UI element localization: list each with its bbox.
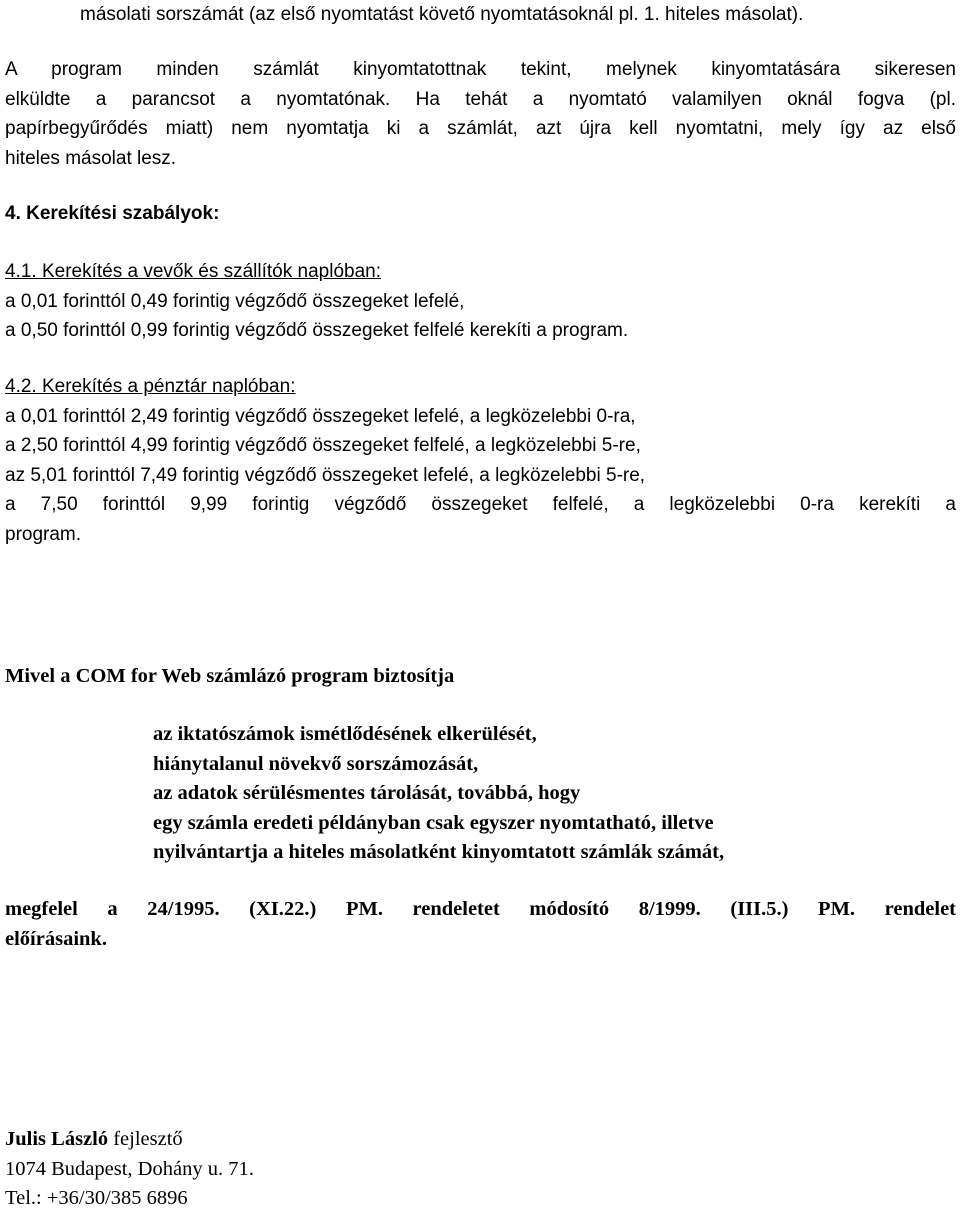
summary-lead bbox=[5, 662, 956, 692]
signature-name-line bbox=[5, 1125, 956, 1155]
summary-list bbox=[153, 720, 724, 868]
rounding-rule-line: a 7,50 forinttól 9,99 forintig végződő összegeket felfelé, a legközelebbi 0-ra kerekíti a bbox=[5, 494, 956, 515]
signature-block bbox=[5, 1125, 956, 1214]
signature-address: 1074 Budapest, Dohány u. 71. bbox=[5, 1157, 254, 1180]
intro-paragraph bbox=[5, 55, 956, 173]
summary-list-item: nyilvántartja a hiteles másolatként kinyomtatott számlák számát, bbox=[153, 841, 725, 863]
signature-name: Julis László bbox=[5, 1128, 109, 1150]
section-heading bbox=[5, 199, 956, 229]
rounding-rule-line: a 0,01 forinttól 2,49 forintig végződő összegeket lefelé, a legközelebbi 0-ra, bbox=[5, 405, 636, 427]
section-4-heading: 4. Kerekítési szabályok: bbox=[5, 203, 220, 224]
rounding-rule-line: az 5,01 forinttól 7,49 forintig végződő összegeket lefelé, a legközelebbi 5-re, bbox=[5, 464, 646, 486]
conclusion-line: megfelel a 24/1995. (XI.22.) PM. rendeletet módosító 8/1999. (III.5.) PM. rendelet bbox=[5, 898, 956, 920]
summary-list-item: egy számla eredeti példányban csak egyszer nyomtatható, illetve bbox=[153, 811, 714, 834]
rounding-rule-line: program. bbox=[5, 523, 82, 545]
signature-role: fejlesztő bbox=[108, 1128, 183, 1150]
summary-list-item: az iktatószámok ismétlődésének elkerülését, bbox=[153, 723, 537, 745]
intro-continuation bbox=[5, 0, 956, 30]
signature-phone: Tel.: +36/30/385 6896 bbox=[5, 1187, 188, 1209]
intro-paragraph-line: A program minden számlát kinyomtatottnak tekint, melynek kinyomtatására sikeresen bbox=[5, 59, 956, 80]
rounding-rule-line: a 0,01 forinttól 0,49 forintig végződő összegeket lefelé, bbox=[5, 290, 465, 312]
rounding-rule-line: a 2,50 forinttól 4,99 forintig végződő összegeket felfelé, a legközelebbi 5-re, bbox=[5, 435, 641, 456]
subsection-4-2 bbox=[5, 372, 956, 549]
intro-paragraph-line: elküldte a parancsot a nyomtatónak. Ha tehát a nyomtató valamilyen oknál fogva (pl. bbox=[5, 88, 956, 110]
rounding-rule-line: a 0,50 forinttól 0,99 forintig végződő összegeket felfelé kerekíti a program. bbox=[5, 320, 629, 341]
summary-lead-line: Mivel a COM for Web számlázó program biztosítja bbox=[5, 665, 455, 687]
intro-paragraph-line: papírbegyűrődés miatt) nem nyomtatja ki a számlát, azt újra kell nyomtatni, mely így az első bbox=[5, 118, 956, 139]
subsection-4-1 bbox=[5, 257, 956, 346]
conclusion bbox=[5, 895, 956, 954]
subsection-4-2-title: 4.2. Kerekítés a pénztár naplóban: bbox=[5, 376, 296, 397]
subsection-4-1-title: 4.1. Kerekítés a vevők és szállítók naplóban: bbox=[5, 261, 381, 282]
summary-list-item: az adatok sérülésmentes tárolását, továbbá, hogy bbox=[153, 782, 581, 804]
intro-line: másolati sorszámát (az első nyomtatást követő nyomtatásoknál pl. 1. hiteles másolat). bbox=[80, 4, 804, 25]
summary-list-item: hiánytalanul növekvő sorszámozását, bbox=[153, 752, 479, 775]
conclusion-line: előírásaink. bbox=[5, 927, 107, 950]
intro-paragraph-line: hiteles másolat lesz. bbox=[5, 147, 177, 169]
